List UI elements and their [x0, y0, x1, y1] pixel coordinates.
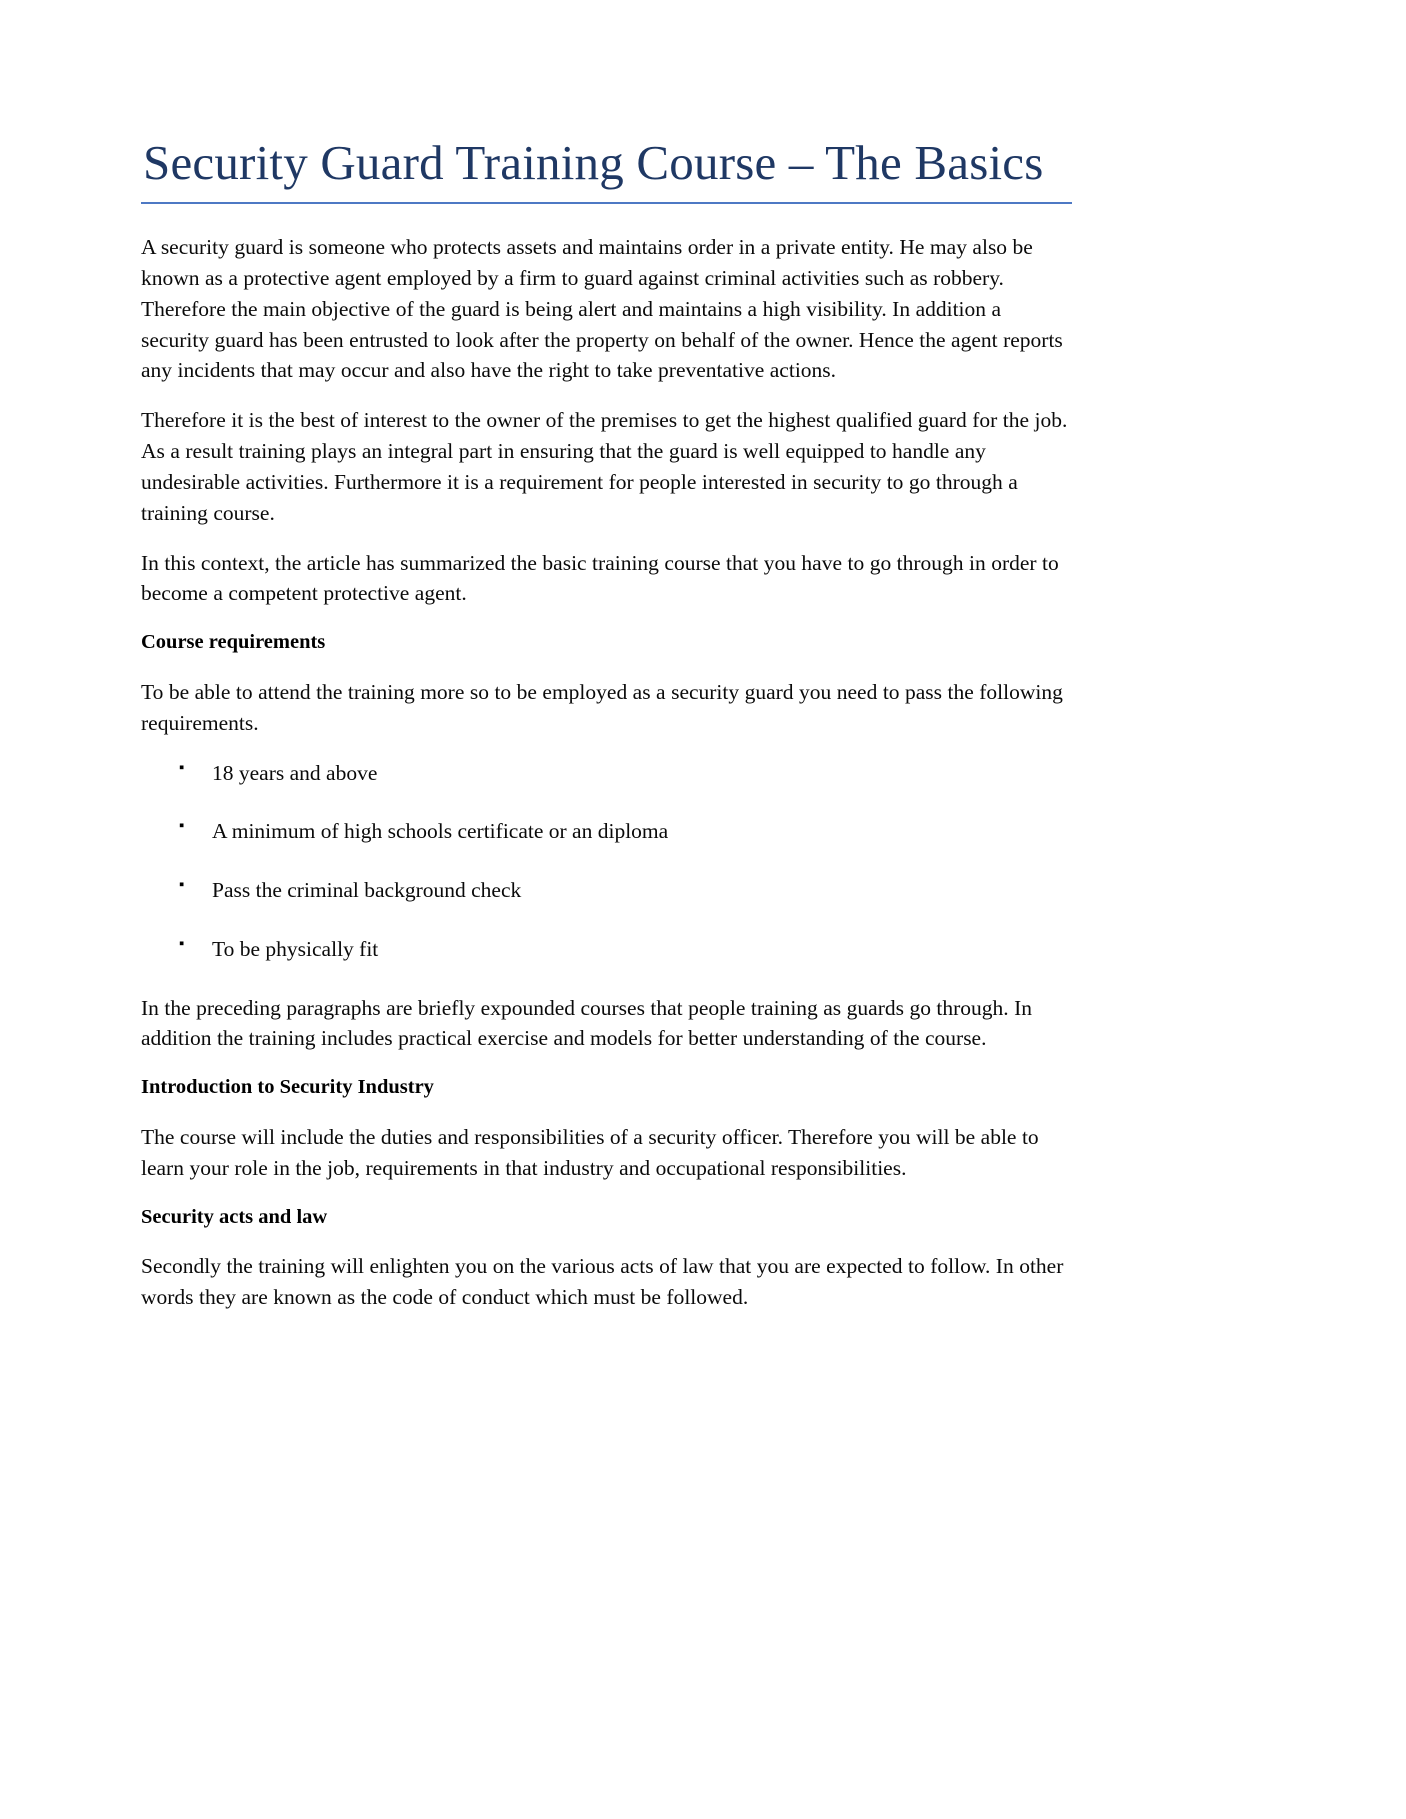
- square-bullet-icon: ▪: [179, 759, 185, 776]
- intro-paragraph-3: In this context, the article has summarized the basic training course that you have to go through in order to become a competent protective agent.: [141, 550, 1059, 606]
- page-title: Security Guard Training Course – The Basics: [143, 135, 1044, 190]
- document-body: [141, 232, 1072, 1332]
- section-heading-security-acts-and-law: Security acts and law: [141, 1205, 328, 1228]
- section-heading-course-requirements: Course requirements: [141, 631, 326, 654]
- square-bullet-icon: ▪: [179, 877, 185, 894]
- square-bullet-icon: ▪: [179, 935, 185, 952]
- list-item: [141, 758, 1072, 789]
- list-item: [141, 816, 1072, 847]
- square-bullet-icon: ▪: [179, 818, 185, 835]
- course-requirements-closing: In the preceding paragraphs are briefly expounded courses that people training as guards go through. In addition the training includes practical exercise and models for better understanding of the course.: [141, 995, 1033, 1051]
- list-item-label: Pass the criminal background check: [212, 878, 522, 903]
- list-item: [141, 875, 1072, 906]
- list-item-label: 18 years and above: [212, 760, 378, 785]
- title-block: [141, 136, 1072, 204]
- section-heading-introduction-to-security-industry: Introduction to Security Industry: [141, 1076, 434, 1099]
- intro-paragraph-1: A security guard is someone who protects assets and maintains order in a private entity. He may also be known as a protective agent employed by a firm to guard against criminal activities such as robbery. Therefore the main objective of the guard is being alert and maintains a high visibility. In addition a security guard has been entrusted to look after the property on behalf of the owner. Hence the agent reports any incidents that may occur and also have the right to take preventative actions.: [141, 235, 1063, 383]
- list-item: [141, 934, 1072, 965]
- intro-paragraph-2: Therefore it is the best of interest to the owner of the premises to get the highest qualified guard for the job. As a result training plays an integral part in ensuring that the guard is well equipped to handle any undesirable activities. Furthermore it is a requirement for people interested in security to go through a training course.: [141, 408, 1068, 525]
- course-requirements-list: [141, 758, 1072, 965]
- course-requirements-intro: To be able to attend the training more so to be employed as a security guard you need to pass the following requirements.: [141, 679, 1063, 735]
- list-item-label: To be physically fit: [212, 936, 379, 961]
- title-divider: [141, 202, 1072, 204]
- list-item-label: A minimum of high schools certificate or an diploma: [212, 819, 669, 844]
- introduction-to-security-industry-paragraph: The course will include the duties and responsibilities of a security officer. Therefore you will be able to learn your role in the job, requirements in that industry and occupational responsibilities.: [141, 1124, 1039, 1180]
- security-acts-and-law-paragraph: Secondly the training will enlighten you on the various acts of law that you are expected to follow. In other words they are known as the code of conduct which must be followed.: [141, 1254, 1064, 1310]
